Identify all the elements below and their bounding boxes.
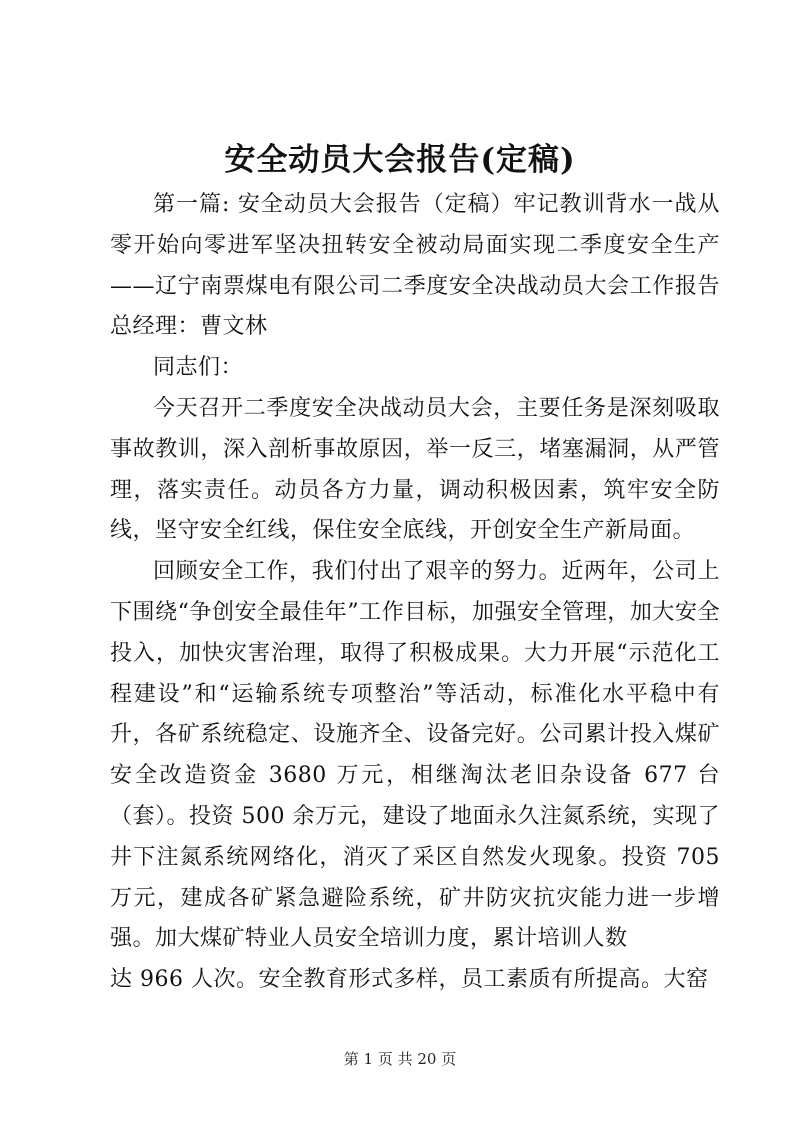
paragraph-intro: 今天召开二季度安全决战动员大会，主要任务是深刻吸取事故教训，深入剖析事故原因，举一反三，堵塞漏洞，从严管理，落实责任。动员各方力量，调动积极因素，筑牢安全防线，坚守安全红线，保住安全底线，开创安全生产新局面。 — [110, 395, 720, 544]
document-title: 安全动员大会报告(定稿) — [224, 142, 576, 178]
paragraph-heading: 第一篇: 安全动员大会报告（定稿）牢记教训背水一战从零开始向零进军坚决扭转安全被动局面实现二季度安全生产——辽宁南票煤电有限公司二季度安全决战动员大会工作报告总经理：曹文林 — [110, 192, 720, 340]
paragraph-salutation: 同志们： — [153, 355, 244, 381]
document-body — [110, 185, 720, 1001]
paragraph-continuation: 达 966 人次。安全教育形式多样，员工素质有所提高。大窑 — [110, 967, 709, 993]
page-footer: 第 1 页 共 20 页 — [343, 1050, 457, 1068]
paragraph-review: 回顾安全工作，我们付出了艰辛的努力。近两年，公司上下围绕“争创安全最佳年”工作目标，加强安全管理，加大安全投入，加快灾害治理，取得了积极成果。大力开展“示范化工程建设”和“运输系统专项整治”等活动，标准化水平稳中有升，各矿系统稳定、设施齐全、设备完好。公司累计投入煤矿安全改造资金 3680 万元，相继淘汰老旧杂设备 677 台（套）。投资 500 余万元，建设了地面永久注氮系统，实现了井下注氮系统网络化，消灭了采区自然发火现象。投资 705 万元，建成各矿紧急避险系统，矿井防灾抗灾能力进一步增强。加大煤矿特业人员安全培训力度，累计培训人数 — [110, 559, 720, 952]
